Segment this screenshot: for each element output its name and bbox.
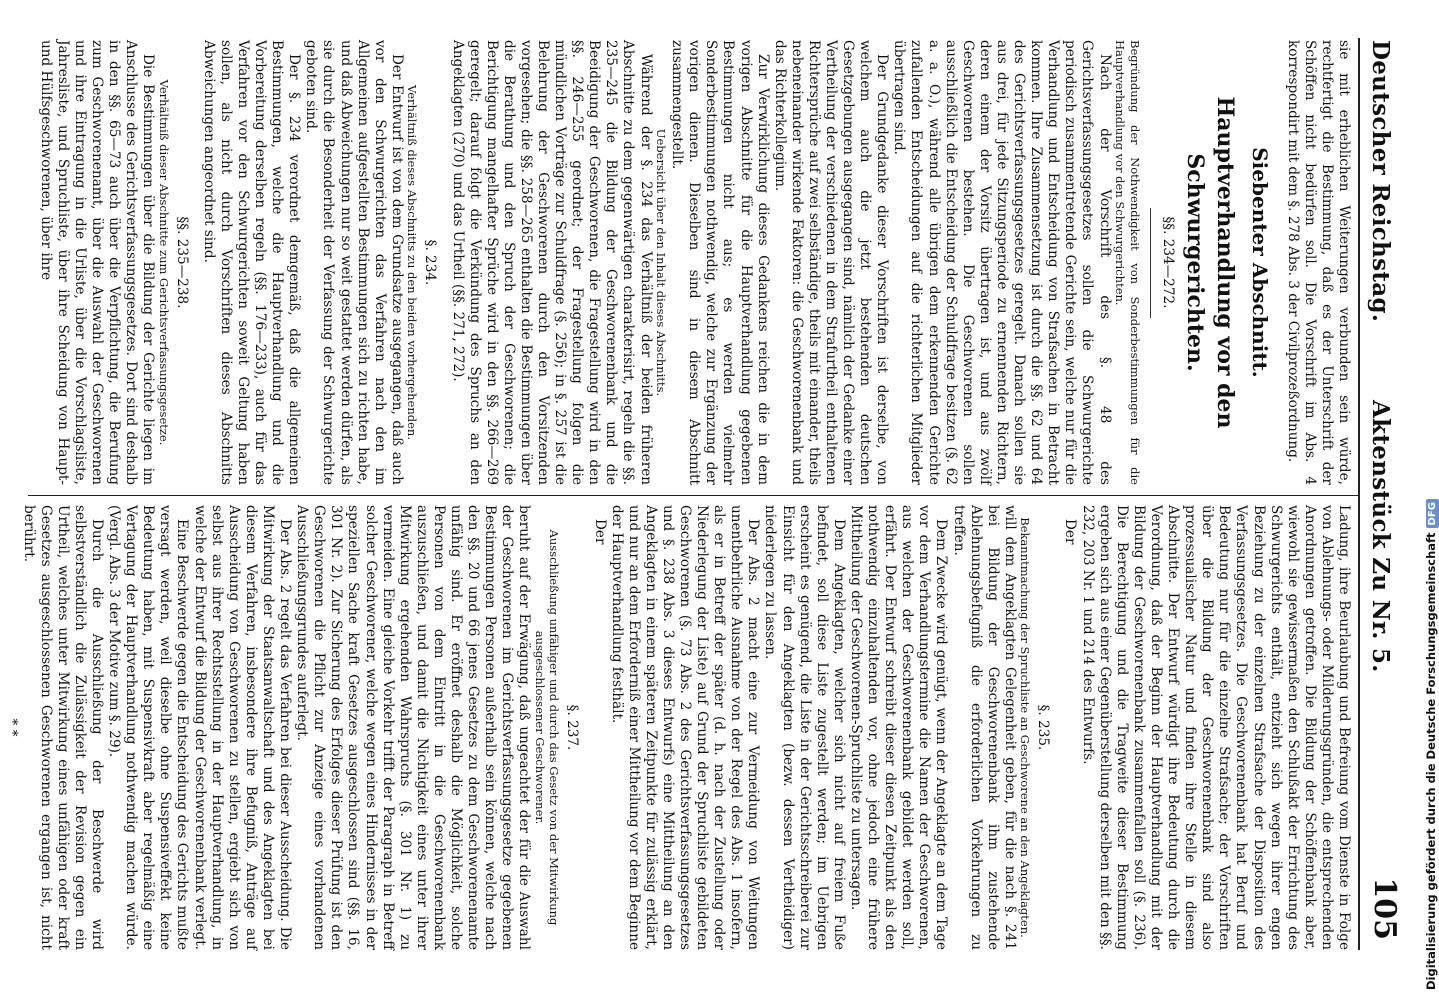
divider — [1150, 208, 1151, 318]
margin-note: Bekanntmachung der Spruchliste an Geschworene an den Angeklagten. — [1018, 517, 1033, 938]
section-number: §. 237. — [564, 704, 581, 751]
paragraph: Der Abs. 2 macht eine zur Vermeidung von Weitungen unentbehrliche Ausnahme von der Regel des Abs. 1 insofern, als er in Betreff der später (d. h. nach der Zustellung oder Niederlegung der Liste) auf Grund der Spruchliste gebildeten Geschworenen (§. 73 Abs. 2 des Gerichtsverfassungsgesetzes und §. 238 Abs. 3 dieses Entwurfs) eine Mittheilung an den Angeklagten in einem späteren Zeitpunkte für zulässig erklärt, und nur an dem Erforderniß einer Mittheilung vor dem Beginne der Hauptverhandlung festhält. — [608, 505, 762, 950]
paragraph: Nach der Vorschrift des §. 48 des Gerichtsverfassungsgesetzes sollen die Schwurgerichte periodisch zusammentretende Gerichte sein, welche nur für die Verhandlung und Entscheidung von Strafsachen in Betracht kommen. Ihre Zusammensetzung ist durch die §§. 62 und 64 des Gerichtsverfassungsgesetzes geregelt. Danach sollen sie aus drei, für jede Sitzungsperiode zu ernennenden Richtern, deren einem der Vorsitz übertragen ist, und aus zwölf Geschworenen bestehen. Die Geschworenen sollen ausschließlich die Entscheidung der Schuldfrage besitzen (§. 62 a. a. O.), während alle übrigen dem erkennenden Gerichte zufallenden Entscheidungen auf die richterlichen Mitglieder übertragen sind. — [891, 40, 1113, 485]
paragraph: beruht auf der Erwägung, daß ungeachtet der für die Auswahl der Geschworenen im Gerichtsverfassungsgesetze gegebenen Bestimmungen Personen außerhalb sein können, welche nach den §§. 20 und 66 jenes Gesetzes zu dem Geschworenenamte unfähig sind. Er eröffnet deshalb die Möglichkeit, solche Personen von dem Eintritt in die Geschworenenbank auszuschließen, und damit die Nichtigkeit eines unter ihrer Mitwirkung ergehenden Wahrspruchs (§. 301 Nr. 1) zu vermeiden. Eine gleiche Vorkehr trifft der Paragraph in Betreff solcher Geschworener, welche wegen eines Hindernisses in der speziellen Sache kraft Gesetzes ausgeschlossen sind (§§. 16, 301 Nr. 2). Zur Sicherung des Erfolges dieser Prüfung ist den Geschworenen die Pflicht zur Anzeige eines vorhandenen Ausschließungsgrundes auferlegt. — [294, 505, 533, 950]
margin-note: Begründung der Nothwendigkeit von Sonderbestimmungen für die Hauptverhandlung vor den Schwurgerichten. — [1113, 40, 1142, 485]
end-mark: * * — [3, 718, 20, 737]
margin-note: Verhältniß dieser Abschnitte zum Gerichtsverfassungsgesetze. — [156, 79, 171, 446]
dfg-logo: DFG — [1426, 499, 1439, 528]
header-rule — [1358, 38, 1360, 950]
credit-text: Digitalisierung gefördert durch die Deutsche Forschungsgemeinschaft — [1424, 532, 1438, 990]
section-number: §. 234. — [422, 239, 439, 286]
paragraph: Der — [1062, 519, 1079, 545]
paragraph: Der §. 234 verordnet demgemäß, daß die allgemeinen Bestimmungen, welche die Hauptverhandlung und die Vorbereitung derselben regeln (§§. 176—233), auch für das Verfahren vor den Schwurgerichten soweit Geltung haben sollen, als nicht durch Vorschriften dieses Abschnitts Abweichungen angeordnet sind. — [200, 40, 303, 485]
paragraph: sie mit erheblichen Weiterungen verbunden sein würde, rechtfertigt die Bestimmung, daß es der Unterschrift der Schöffen nicht bedürfen soll. Die Vorschrift im Abs. 4 korrespondirt mit dem §. 278 Abs. 3 der Civilprozeßordnung. — [1284, 40, 1352, 485]
paragraph: Dem Angeklagten, welcher sich nicht auf freiem Fuße befindet, soll diese Liste zugestellt werden; im Uebrigen erscheint es genügend, die Liste in der Gerichtsschreiberei zur Einsicht für den Angeklagten (bezw. dessen Vertheidiger) niederlegen zu lassen. — [762, 505, 847, 950]
section-range: §§. 234—272. — [1159, 216, 1176, 309]
margin-note: Verhältniß dieses Abschnitts zu den beiden vorhergehenden. — [405, 84, 420, 440]
column-divider — [28, 495, 1358, 496]
section-number: §§. 235—238. — [173, 216, 190, 309]
section-heading: Siebenter Abschnitt. — [1247, 147, 1272, 378]
chapter-title: Hauptverhandlung vor den Schwurgerichten. — [1181, 96, 1238, 429]
digitization-credit — [1424, 499, 1439, 990]
paragraph: will dem Angeklagten Gelegenheit geben, für die nach §. 241 bei Bildung der Geschworenenbank ihm zustehende Ablehnungsbefugniß die erforderlichen Vorkehrungen zu treffen. — [950, 505, 1018, 950]
margin-note: Uebersicht über den Inhalt dieses Abschnitts. — [654, 128, 669, 397]
margin-note: Ausschließung unfähiger und durch das Gesetz von der Mitwirkung ausgeschlossener Geschworener. — [532, 529, 562, 926]
paragraph: Der Grundgedanke dieser Vorschriften ist derselbe, von welchem auch die jetzt bestehenden deutschen Gesetzgebungen ausgegangen sind, nämlich der Gedanke einer Vertheilung der verschiedenen in dem Strafurtheil enthaltenen Richtersprüche auf zwei selbständige, theils mit einander, theils nebeneinander wirkende Faktoren: die Geschworenenbank und das Richterkollegium. — [771, 40, 891, 485]
paragraph: Eine Beschwerde gegen die Entscheidung des Gerichts mußte versagt werden, weil dieselbe ohne Suspensiveffekt keine Bedeutung haben, mit Suspensivkraft aber regelmäßig eine Vertagung der Hauptverhandlung nothwendig machen würde. (Vergl. Abs. 3 der Motive zum §. 29). — [106, 505, 191, 950]
paragraph: Während der §. 234 das Verhältniß der beiden früheren Abschnitte zu dem gegenwärtigen charakterisirt, regeln die §§. 235—245 die Bildung der Geschworenenbank und die Beeidigung der Geschworenen, die Fragestellung wird in den §§. 246—255 geordnet; der Fragestellung folgen die mündlichen Vorträge zur Schuldfrage (§. 256); in §. 257 ist die Belehrung der Geschworenen durch den Vorsitzenden vorgesehen; die §§. 258—265 enthalten die Bestimmungen über die Berathung und den Spruch der Geschworenen; die Berichtigung mangelhafter Sprüche wird in den §§. 266—269 geregelt; darauf folgt die Verkündung des Spruchs an den Angeklagten (270) und das Urtheil (§§. 271, 272). — [449, 40, 654, 485]
paragraph: Die Bestimmungen über die Bildung der Gerichte liegen im Anschlusse des Gerichtsverfassungsgesetzes. Dort sind deshalb in den §§. 65—73 auch über die Verpflichtung, die Berufung zum Geschworenenamt, über die Auswahl der Geschworenen und ihre Eintragung in die Urliste, über die Vorschlagsliste, Jahresliste, und Spruchliste, über ihre Scheidung von Haupt- und Hülfsgeschworenen, über ihre — [37, 40, 157, 485]
page-number: 105 — [1367, 877, 1402, 940]
paragraph: Der — [591, 519, 608, 545]
column-left — [37, 40, 1353, 485]
header-left: Deutscher Reichstag. — [1367, 40, 1394, 323]
column-right — [2, 505, 1352, 950]
paragraph: Der Abs. 2 regelt das Verfahren bei dieser Ausscheidung. Die Mitwirkung der Staatsanwaltschaft und des Angeklagten bei diesem Verfahren, insbesondere ihre Befugniß, Anträge auf Ausscheidung von Geschworenen zu stellen, ergiebt sich von selbst aus ihrer Rechtsstellung in der Hauptverhandlung, in welche der Entwurf die Bildung der Geschworenenbank verlegt. — [191, 505, 294, 950]
paragraph: Dem Zwecke wird genügt, wenn der Angeklagte an dem Tage vor dem Verhandlungstermine die Namen der Geschworenen, aus welchen der Geschworenenbank gebildet werden soll, erfährt. Der Entwurf schreibt dieser diesen Zeitpunkt als den nothwendig einzuhaltenden vor, ohne jedoch eine frühere Mittheilung der Geschworenen-Spruchliste zu untersagen. — [847, 505, 950, 950]
section-number: §. 235. — [1035, 704, 1052, 751]
paragraph: Der Entwurf ist von dem Grundsatze ausgegangen, daß auch vor den Schwurgerichten das Verfahren nach den im Allgemeinen aufgestellten Bestimmungen sich zu richten habe, und daß Abweichungen nur so weit gestattet werden dürfen, als sie durch die Besonderheit der Verfassung der Schwurgerichte geboten sind. — [303, 40, 405, 485]
paragraph: Durch die Ausschließung der Beschwerde wird selbstverständlich die Zulässigkeit der Revision gegen ein Urtheil, welches unter Mitwirkung eines unfähigen oder kraft Gesetzes ausgeschlossenen Geschworenen ergangen ist, nicht berührt. — [20, 505, 106, 950]
header-center: Aktenstück Zu Nr. 5. — [1367, 400, 1394, 673]
paragraph: Zur Verwirklichung dieses Gedankens reichen die in dem vorigen Abschnitte für die Hauptverhandlung gegebenen Bestimmungen nicht aus; es werden vielmehr Sonderbestimmungen nothwendig, welche zur Ergänzung der vorigen dienen. Dieselben sind in diesem Abschnitt zusammengestellt. — [669, 40, 771, 485]
paragraph: Ladung, ihre Beurlaubung und Befreiung vom Dienste in Folge von Ablehnungs- oder Milderungsgründen, die entsprechenden Anordnungen getroffen. Die Bildung der Schöffenbank aber, wiewohl sie gewissermaßen den Schlußakt der Errichtung des Schwurgerichts enthält, entzieht sich wegen ihrer engen Beziehung zu der einzelnen Strafsache der Disposition des Verfassungsgesetzes. Die Geschworenenbank hat Beruf und Bedeutung nur für die einzelne Strafsache; der Vorschriften über die Bildung der Geschworenenbank sind also prozessualischer Natur und finden ihre Stelle in diesem Abschnitte. Der Entwurf würdigt ihre Bedeutung durch die Verordnung, daß der Beginn der Hauptverhandlung mit der Bildung der Geschworenenbank zusammenfallen soll (§. 236). Die Berechtigung und die Tragweite dieser Bestimmung ergeben sich aus einer Gegenüberstellung derselben mit den §§. 232, 203 Nr. 1 und 214 des Entwurfs. — [1079, 505, 1352, 950]
